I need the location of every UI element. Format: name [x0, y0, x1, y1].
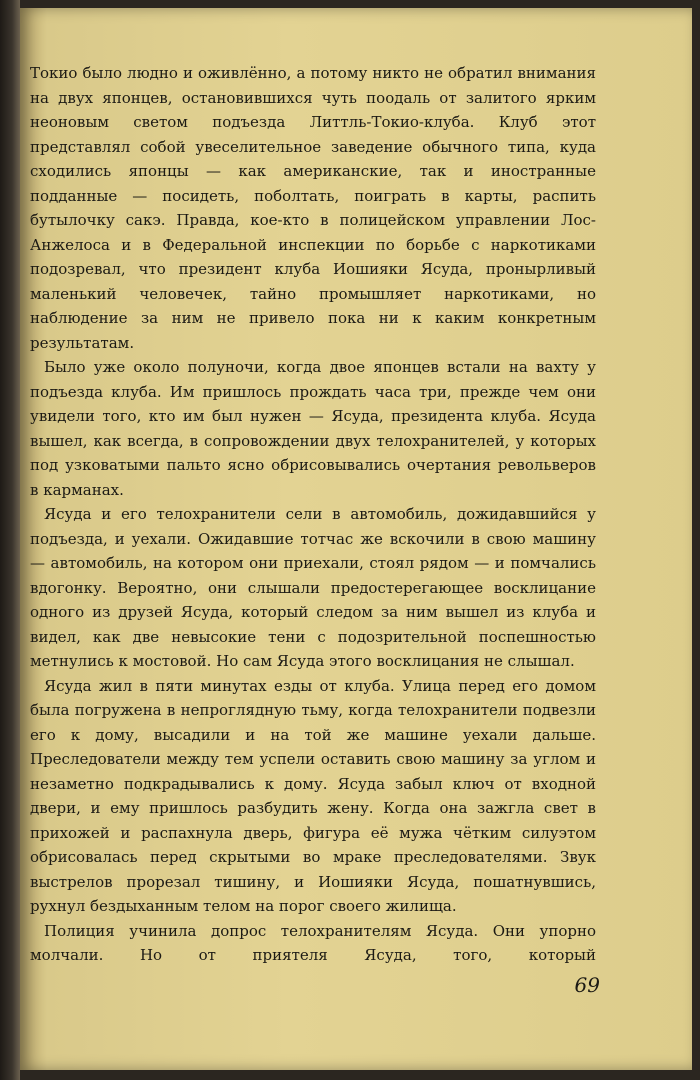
paragraph-4: Ясуда жил в пяти минутах езды от клуба. Улица перед его домом была погружена в непроглядную тьму, когда телохранители подвезли его к дому, высадили и на той же машине уехали дальше. Преследователи между тем успели оставить свою машину за углом и незаметно подкрадывались к дому. Ясуда забыл ключ от входной двери, и ему пришлось разбудить жену. Когда она зажгла свет в прихожей и распахнула дверь, фигура её мужа чётким силуэтом обрисовалась перед скрытыми во мраке преследователями. Звук выстрелов прорезал тишину, и Иошияки Ясуда, пошатнувшись, рухнул бездыханным телом на порог своего жилища. [30, 676, 596, 915]
paragraph-3: Ясуда и его телохранители сели в автомобиль, дожидавшийся у подъезда, и уехали. Ожидавшие тотчас же вскочили в свою машину — автомобиль, на котором они приехали, стоял рядом — и помчались вдогонку. Вероятно, они слышали предостерегающее восклицание одного из друзей Ясуда, который следом за ним вышел из клуба и видел, как две невысокие тени с подозрительной поспешностью метнулись к мостовой. Но сам Ясуда этого восклицания не слышал. [30, 505, 596, 670]
page-text [30, 61, 596, 968]
book-page [20, 8, 692, 1070]
paragraph-5: Полиция учинила допрос телохранителям Ясуда. Они упорно молчали. Но от приятеля Ясуда, того, который [30, 921, 596, 964]
page-number: 69 [574, 973, 600, 997]
adjacent-page-edge [0, 0, 20, 1080]
paragraph-2: Было уже около полуночи, когда двое японцев встали на вахту у подъезда клуба. Им пришлось прождать часа три, прежде чем они увидели того, кто им был нужен — Ясуда, президента клуба. Ясуда вышел, как всегда, в сопровождении двух телохранителей, у которых под узковатыми пальто ясно обрисовывались очертания револьверов в карманах. [30, 358, 596, 499]
paragraph-1: Токио было людно и оживлённо, а потому никто не обратил внимания на двух японцев, остановившихся чуть поодаль от залитого ярким неоновым светом подъезда Литтль-Токио-клуба. Клуб этот представлял собой увеселительное заведение обычного типа, куда сходились японцы — как американские, так и иностранные подданные — посидеть, поболтать, поиграть в карты, распить бутылочку сакэ. Правда, кое-кто в полицейском управлении Лос-Анжелоса и в Федеральной инспекции по борьбе с наркотиками подозревал, что президент клуба Иошияки Ясуда, пронырливый маленький человечек, тайно промышляет наркотиками, но наблюдение за ним не привело пока ни к каким конкретным результатам. [30, 64, 596, 352]
